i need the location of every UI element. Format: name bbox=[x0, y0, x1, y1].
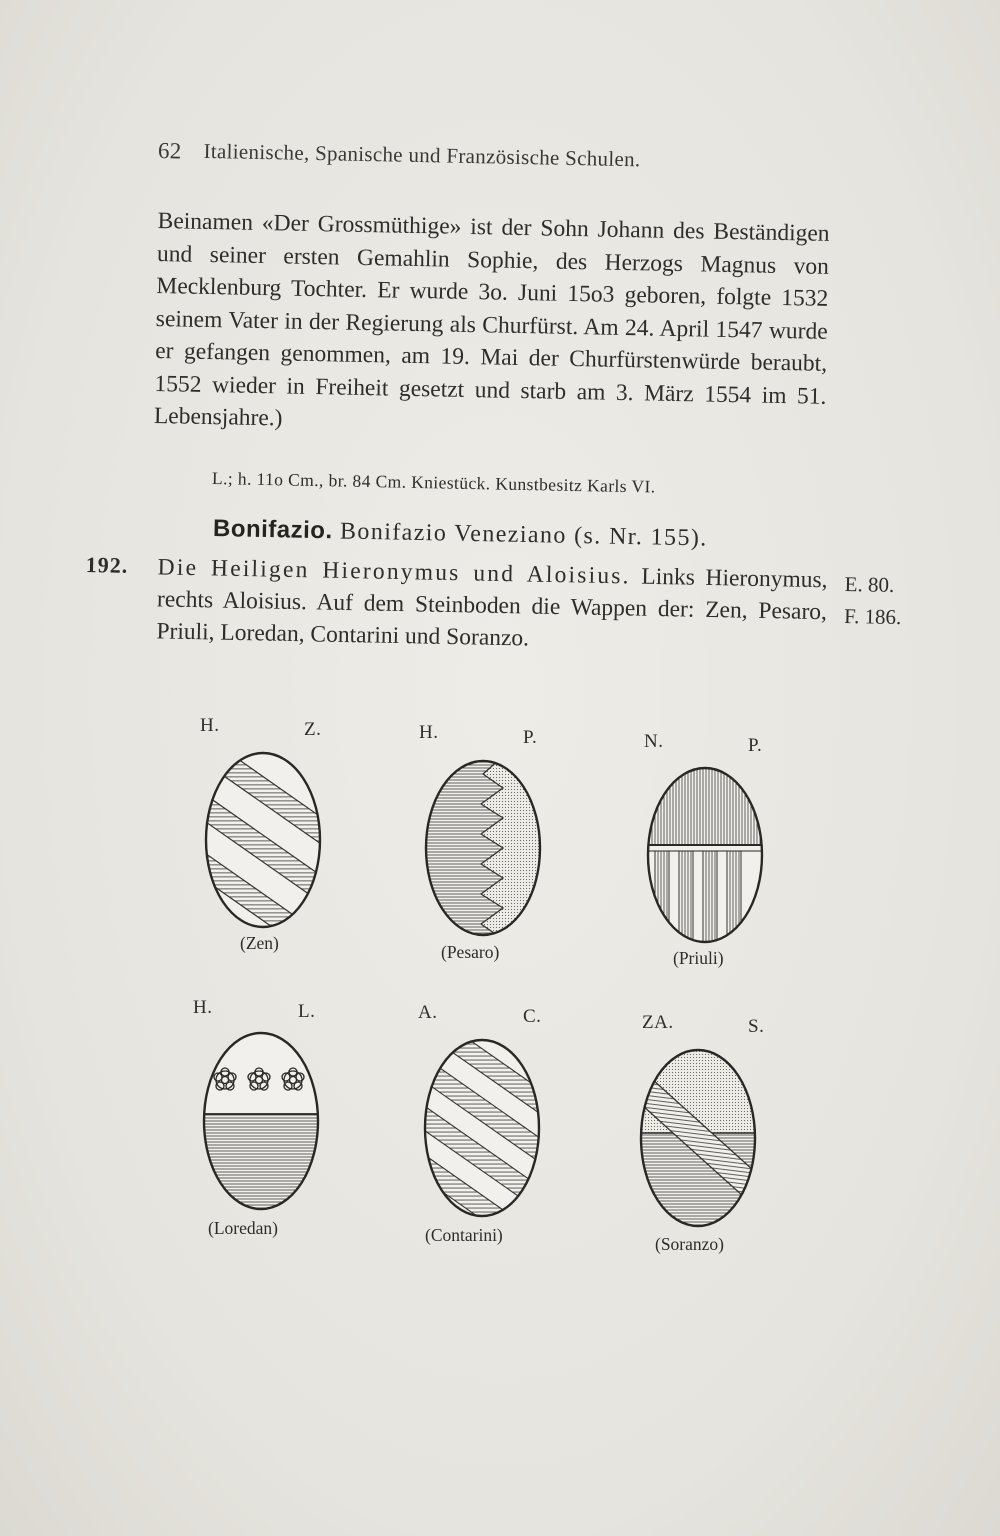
soranzo-coat-of-arms bbox=[638, 1047, 758, 1229]
page-number: 62 bbox=[157, 138, 182, 164]
tincture-letter: Z. bbox=[304, 719, 322, 740]
margin-ref: E. 80. bbox=[844, 571, 895, 597]
tincture-letter: P. bbox=[748, 735, 763, 756]
tincture-letter: H. bbox=[419, 722, 439, 743]
tincture-letter: N. bbox=[644, 731, 664, 752]
soranzo-caption: (Soranzo) bbox=[655, 1234, 725, 1254]
continued-text: Beinamen «Der Grossmüthige» ist der Sohn Johann des Beständigen und seiner ersten Gemahlin Sophie, des Herzogs Magnus von Mecklenburg Tochter. Er wurde 3o. Juni 15o3 geboren, folgte 1532 seinem Vater in der Regierung als Churfürst. Am 24. April 1547 wurde er gefangen genommen, am 19. Mai der Churfürstenwürde beraubt, 1552 wieder in Freiheit gesetzt und starb am 3. März 1554 im 51. Lebensjahre.) bbox=[153, 207, 830, 432]
loredan-coat-of-arms bbox=[201, 1030, 321, 1212]
loredan-caption: (Loredan) bbox=[208, 1218, 278, 1238]
tincture-letter: P. bbox=[523, 727, 538, 748]
painting-details: L.; h. 11o Cm., br. 84 Cm. Kniestück. Kunstbesitz Karls VI. bbox=[211, 468, 656, 497]
zen-coat-of-arms bbox=[203, 750, 323, 930]
margin-ref: F. 186. bbox=[843, 603, 902, 630]
artist-short-name: Bonifazio. bbox=[212, 515, 333, 545]
tincture-letter: L. bbox=[298, 1001, 316, 1022]
tincture-letter: S. bbox=[748, 1016, 765, 1037]
tincture-letter: H. bbox=[193, 997, 213, 1018]
pesaro-coat-of-arms bbox=[423, 758, 543, 938]
zen-caption: (Zen) bbox=[240, 933, 279, 953]
entry-description: Links Hieronymus, rechts Aloisius. Auf dem Steinboden die Wappen der: Zen, Pesaro, Priuli, Loredan, Contarini und Soranzo. bbox=[156, 563, 828, 652]
tincture-letter: H. bbox=[200, 715, 220, 736]
contarini-caption: (Contarini) bbox=[425, 1225, 503, 1245]
entry-number: 192. bbox=[85, 551, 129, 578]
priuli-caption: (Priuli) bbox=[673, 948, 724, 968]
tincture-letter: C. bbox=[523, 1006, 542, 1027]
entry-title: Die Heiligen Hieronymus und Aloisius. bbox=[157, 554, 631, 590]
priuli-coat-of-arms bbox=[645, 765, 765, 945]
tincture-letter: ZA. bbox=[642, 1012, 674, 1033]
artist-full-name: Bonifazio Veneziano (s. Nr. 155). bbox=[339, 518, 708, 552]
tincture-letter: A. bbox=[418, 1002, 438, 1023]
running-title: Italienische, Spanische und Französische Schulen. bbox=[203, 138, 641, 172]
pesaro-caption: (Pesaro) bbox=[441, 942, 500, 962]
contarini-coat-of-arms bbox=[422, 1037, 542, 1219]
